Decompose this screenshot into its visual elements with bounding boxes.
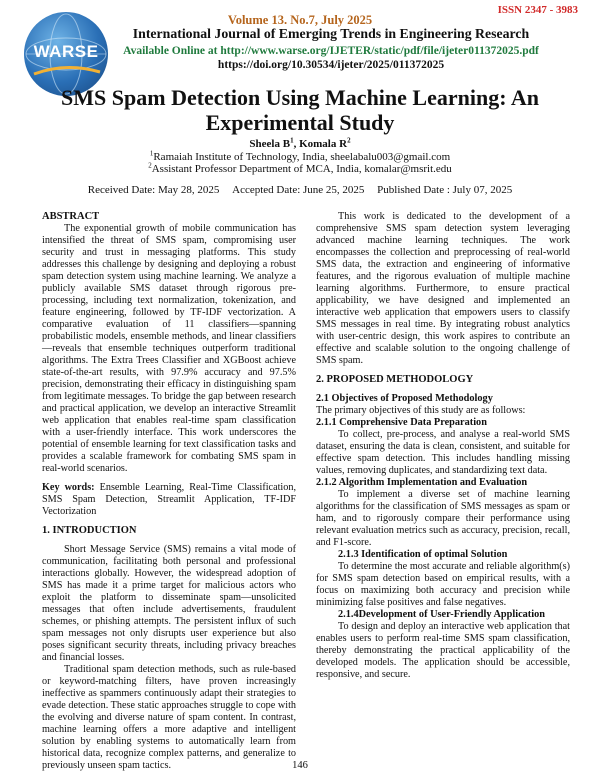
subsection-text: To design and deploy an interactive web application that enables users to perform real-time SMS spam classification, thereby demonstrating the practical applicability of the developed models. The application should be accessible, responsive, and secure. [316,621,570,680]
affiliation-2 [0,163,600,175]
objectives-heading: 2.1 Objectives of Proposed Methodology [316,393,493,404]
right-column [316,211,570,681]
subsection-text: To implement a diverse set of machine learning algorithms for the classification of SMS messages as spam or ham, and to rigorously compare their performance using relevant evaluation metrics such as accuracy, precision, recall, and F1-score. [316,489,570,548]
page-number: 146 [292,760,308,771]
received-date: Received Date: May 28, 2025 [87,184,220,196]
intro-paragraph-3: This work is dedicated to the development of a comprehensive SMS spam detection system leveraging advanced machine learning techniques. The work encompasses the collection and preprocessing of real-world SMS data, the extraction and engineering of informative features, and the rigorous evaluation of multiple machine learning algorithms. Furthermore, to ensure practical applicability, we have designed and implemented an interactive web application that empowers users to classify SMS messages in real time. By integrating robust analytics with user-centric design, this work aspires to contribute an effective and scalable solution to the ongoing challenge of SMS spam. [316,211,570,366]
subsection-heading: 2.1.3 Identification of optimal Solution [338,549,508,560]
methodology-heading: 2. PROPOSED METHODOLOGY [316,374,474,385]
online-link[interactable]: Available Online at http://www.warse.org/IJETER/static/pdf/file/ijeter011372025.pdf [123,45,539,57]
logo-text: WARSE [33,42,99,61]
author-2-sup: 2 [347,136,351,145]
authors [0,138,600,150]
issn: ISSN 2347 - 3983 [497,4,578,16]
keywords [42,482,296,518]
keywords-text: Ensemble Learning, Real-Time Classification, SMS Spam Detection, Streamlit Application, TF-IDF Vectorization [42,482,296,517]
objectives-intro: The primary objectives of this study are as follows: [316,405,526,416]
author-1: Sheela B [249,138,291,150]
intro-paragraph-1: Short Message Service (SMS) remains a vital mode of communication, facilitating both personal and professional interactions globally. However, the widespread adoption of SMS has made it a prime target for malicious actors who exploit the platform to disseminate spam—unsolicited messages that often include advertisements, fraudulent schemes, or phishing attempts. The persistent influx of such spam messages not only disrupts user experience but also poses significant security threats, including privacy breaches and financial losses. [42,544,296,663]
doi-link[interactable]: https://doi.org/10.30534/ijeter/2025/011372025 [217,59,445,71]
affiliation-1-sup: 1 [149,149,154,158]
left-column [42,211,296,772]
keywords-label: Key words: [42,482,95,493]
publication-dates [0,184,600,196]
author-2: Komala R [299,138,348,150]
journal-name: International Journal of Emerging Trends in Engineering Research [132,26,530,41]
affiliation-1-text: Ramaiah Institute of Technology, India, sheelabalu003@gmail.com [153,151,451,163]
author-separator: , [293,138,300,150]
abstract-text: The exponential growth of mobile communication has intensified the threat of SMS spam, compromising user security and trust in messaging platforms. This study addresses this challenge by designing and deploying a robust spam detection system using machine learning. We analyze a publicly available SMS dataset through rigorous pre-processing, including text normalization, tokenization, and feature engineering, followed by TF-IDF vectorization. A comparative evaluation of 11 classifiers—spanning probabilistic models, ensemble methods, and linear classifiers—reveals that ensemble techniques outperform traditional algorithms. The Extra Trees Classifier and XGBoost achieve state-of-the-art results, with 97.9% accuracy and 97.5% precision, demonstrating their efficacy in distinguishing spam from legitimate messages. To bridge the gap between research and practical application, we develop an interactive Streamlit web application that enables real-time spam classification with a user-friendly interface. This work underscores the potential of ensemble learning for text classification tasks and provides a scalable framework for combating SMS spam in real-world scenarios. [42,223,296,474]
subsection-heading: 2.1.2 Algorithm Implementation and Evaluation [316,477,528,488]
paper-title: SMS Spam Detection Using Machine Learning: An Experimental Study [61,85,539,135]
introduction-heading: 1. INTRODUCTION [42,525,137,536]
author-1-sup: 1 [290,136,294,145]
subsection-heading: 2.1.1 Comprehensive Data Preparation [316,417,487,428]
volume-info: Volume 13. No.7, July 2025 [227,13,373,27]
affiliation-2-sup: 2 [148,161,152,170]
published-date: Published Date : July 07, 2025 [377,184,513,196]
abstract-heading: ABSTRACT [42,211,100,222]
subsection-text: To collect, pre-process, and analyse a real-world SMS dataset, ensuring the data is clean, consistent, and suitable for effective spam detection. This includes handling missing values, removing duplicates, and standardizing text data. [316,429,570,476]
affiliation-1 [0,151,600,163]
intro-paragraph-2: Traditional spam detection methods, such as rule-based or keyword-matching filters, have proven increasingly ineffective as spammers continuously adapt their strategies to evade detection. These static approaches struggle to cope with the evolving and diverse nature of spam content. In contrast, machine learning offers a more adaptive and intelligent solution by enabling systems to automatically learn from historical data, recognize complex patterns, and generalize to previously unseen spam tactics. [42,664,296,771]
subsection-text: To determine the most accurate and reliable algorithm(s) for SMS spam detection based on empirical results, with a focus on maximizing both accuracy and precision while minimizing false positives and false negatives. [316,561,570,608]
subsection-heading: 2.1.4Development of User-Friendly Application [338,609,545,620]
affiliation-2-text: Assistant Professor Department of MCA, India, komalar@msrit.edu [151,163,452,175]
accepted-date: Accepted Date: June 25, 2025 [232,184,365,196]
